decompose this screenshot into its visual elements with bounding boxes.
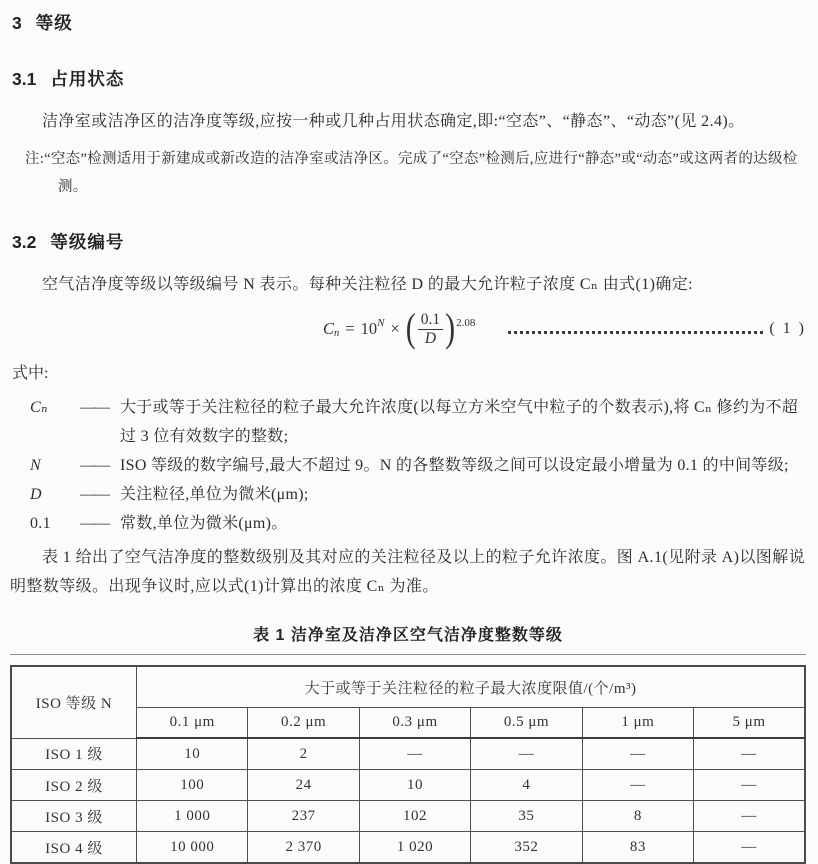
definition-dash: ——	[80, 457, 108, 474]
formula-base: 10	[360, 319, 378, 338]
section-number: 3.2	[12, 232, 37, 252]
concentration-cell: 102	[359, 801, 470, 832]
section-32-heading	[12, 229, 806, 254]
formula-base-exponent: N	[377, 317, 385, 329]
definition-n	[10, 451, 806, 480]
outer-exponent: 2.08	[456, 317, 476, 329]
table-top-rule	[10, 654, 806, 655]
concentration-cell: 4	[471, 770, 582, 801]
formula-lhs-subscript: n	[334, 327, 340, 339]
section-title: 占用状态	[50, 69, 125, 89]
definition-term: Cₙ	[30, 399, 48, 416]
definition-term: 0.1	[30, 515, 51, 532]
iso-class-label: ISO 1 级	[11, 738, 137, 770]
concentration-cell: —	[694, 801, 805, 832]
concentration-cell: 35	[471, 801, 582, 832]
fraction	[418, 311, 443, 348]
definition-d	[10, 480, 806, 509]
concentration-cell: 83	[582, 832, 693, 864]
note-label: 注:	[25, 151, 45, 167]
section-number: 3.1	[12, 69, 37, 89]
table-row	[11, 801, 805, 832]
definition-list	[10, 393, 806, 538]
concentration-cell: —	[359, 738, 470, 770]
fraction-numerator: 0.1	[420, 310, 441, 328]
concentration-cell: 2 370	[248, 832, 359, 864]
definition-text: 关注粒径,单位为微米(μm);	[120, 486, 309, 503]
concentration-cell: 237	[248, 801, 359, 832]
concentration-cell: 10	[359, 770, 470, 801]
concentration-cell: 8	[582, 801, 693, 832]
iso-table-body	[11, 738, 805, 863]
iso-class-label: ISO 2 级	[11, 770, 137, 801]
concentration-cell: 100	[137, 770, 248, 801]
concentration-cell: —	[694, 832, 805, 864]
particle-size-header: 0.5 μm	[471, 708, 582, 739]
concentration-cell: —	[582, 770, 693, 801]
open-paren: (	[405, 306, 416, 351]
concentration-cell: 24	[248, 770, 359, 801]
particle-size-header: 5 μm	[694, 708, 805, 739]
concentration-cell: 1 020	[359, 832, 470, 864]
table-1-title: 表 1 洁净室及洁净区空气洁净度整数等级	[253, 627, 563, 644]
concentration-formula	[323, 306, 476, 351]
concentration-cell: —	[694, 738, 805, 770]
particle-size-header: 0.2 μm	[248, 708, 359, 739]
concentration-cell: 10	[137, 738, 248, 770]
concentration-cell: —	[694, 770, 805, 801]
definition-01	[10, 509, 806, 538]
table-row	[11, 738, 805, 770]
particle-size-header: 0.3 μm	[359, 708, 470, 739]
note-text: “空态”检测适用于新建成或新改造的洁净室或洁净区。完成了“空态”检测后,应进行“静态”或“动态”或这两者的达级检测。	[44, 151, 798, 195]
concentration-cell: 2	[248, 738, 359, 770]
table-row	[11, 770, 805, 801]
equation-1	[323, 302, 806, 356]
fraction-denominator: D	[418, 329, 443, 348]
close-paren: )	[445, 306, 456, 351]
definition-term: D	[30, 486, 42, 503]
definition-dash: ——	[80, 399, 108, 416]
section-number: 3	[12, 13, 22, 33]
particle-size-header: 1 μm	[582, 708, 693, 739]
definition-term: N	[30, 457, 41, 474]
span-header-row	[11, 666, 805, 708]
definition-text: ISO 等级的数字编号,最大不超过 9。N 的各整数等级之间可以设定最小增量为 0.1 的中间等级;	[120, 457, 789, 474]
table-reference-paragraph: 表 1 给出了空气洁净度的整数级别及其对应的关注粒径及以上的粒子允许浓度。图 A.1(见附录 A)以图解说明整数等级。出现争议时,应以式(1)计算出的浓度 Cₙ 为准。	[10, 549, 805, 595]
iso-class-label: ISO 3 级	[11, 801, 137, 832]
equals-sign: =	[345, 319, 355, 338]
iso-class-table	[10, 665, 806, 864]
concentration-cell: 1 000	[137, 801, 248, 832]
definition-text: 大于或等于关注粒径的粒子最大允许浓度(以每立方米空气中粒子的个数表示),将 Cₙ 修约为不超过 3 位有效数字的整数;	[120, 399, 799, 445]
particle-size-header: 0.1 μm	[137, 708, 248, 739]
formula-lhs: C	[323, 319, 335, 338]
section-title: 等级编号	[50, 232, 125, 252]
multiply-sign: ×	[390, 319, 400, 338]
section-title: 等级	[35, 13, 73, 33]
definition-dash: ——	[80, 515, 108, 532]
concentration-cell: —	[582, 738, 693, 770]
note-paragraph	[25, 145, 806, 201]
occupancy-state-paragraph: 洁净室或洁净区的洁净度等级,应按一种或几种占用状态确定,即:“空态”、“静态”、“动态”(见 2.4)。	[42, 113, 745, 130]
iso-class-label: ISO 4 级	[11, 832, 137, 864]
span-header: 大于或等于关注粒径的粒子最大浓度限值/(个/m³)	[137, 666, 806, 708]
definition-dash: ——	[80, 486, 108, 503]
concentration-cell: —	[471, 738, 582, 770]
class-number-paragraph: 空气洁净度等级以等级编号 N 表示。每种关注粒径 D 的最大允许粒子浓度 Cₙ 由式(1)确定:	[42, 276, 694, 293]
corner-header: ISO 等级 N	[11, 666, 137, 738]
definition-cn	[10, 393, 806, 451]
concentration-cell: 352	[471, 832, 582, 864]
equation-number: ( 1 )	[769, 320, 806, 337]
dotted-leader	[508, 331, 763, 334]
table-header	[11, 666, 805, 738]
table-row	[11, 832, 805, 864]
where-label: 式中:	[12, 365, 49, 382]
concentration-cell: 10 000	[137, 832, 248, 864]
section-31-heading	[12, 66, 806, 91]
definition-text: 常数,单位为微米(μm)。	[120, 515, 288, 532]
section-3-heading	[12, 10, 806, 35]
